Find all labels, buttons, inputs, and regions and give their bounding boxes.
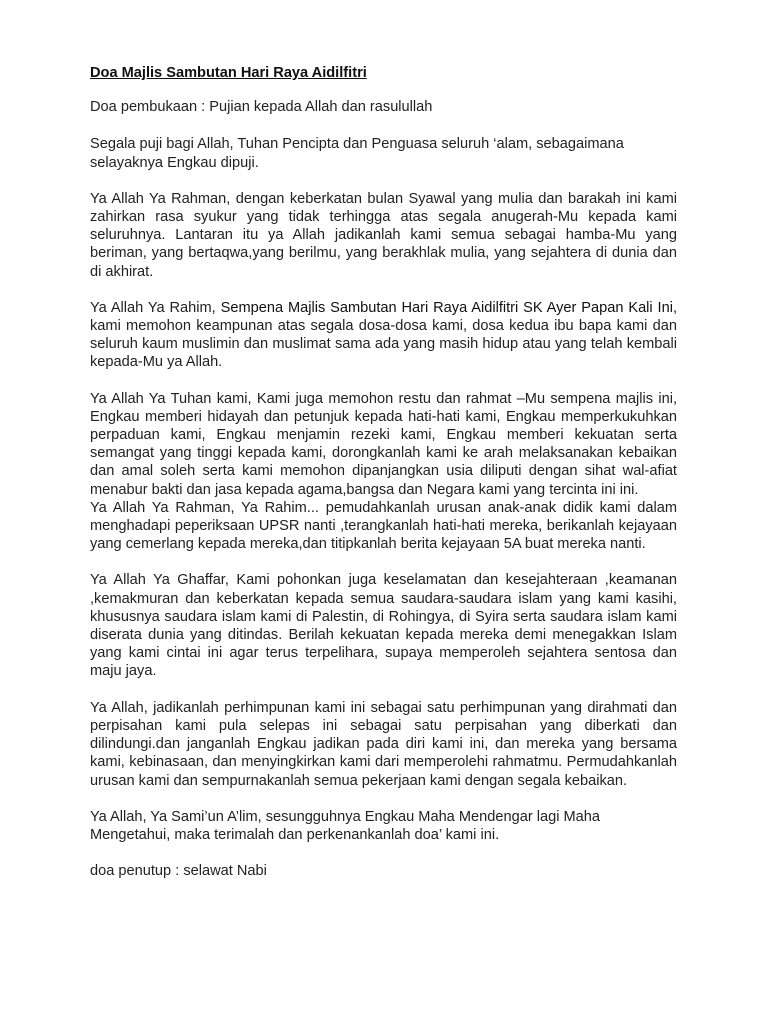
document-title: Doa Majlis Sambutan Hari Raya Aidilfitri bbox=[90, 65, 367, 81]
paragraph-ya-rahim-start: Ya Allah Ya Rahim, bbox=[90, 299, 221, 316]
paragraph-praise: Segala puji bagi Allah, Tuhan Pencipta dan Penguasa seluruh ‘alam, sebagaimana selayaknya Engkau dipuji. bbox=[90, 136, 624, 171]
paragraph-ya-rahim bbox=[90, 299, 677, 372]
document-page bbox=[90, 64, 677, 880]
paragraph-ya-tuhan: Ya Allah Ya Tuhan kami, Kami juga memohon restu dan rahmat –Mu sempena majlis ini, Engkau memberi hidayah dan petunjuk kepada hati-hati kami, Engkau memperkukuhkan perpaduan kami, Engkau menjamin rezeki kami, Engkau memberi kekuatan serta semangat yang tinggi kepada kami, dorongkanlah kami ke arah melaksanakan kebaikan dan amal soleh serta kami memohon dipanjangkan usia diliputi dengan sihat wal-afiat menabur bakti dan jasa kepada agama,bangsa dan Negara kami yang tercinta ini ini. bbox=[90, 390, 677, 498]
event-name-highlight: Sempena Majlis Sambutan Hari Raya Aidilfitri SK Ayer Papan Kali Ini bbox=[220, 299, 673, 316]
paragraph-upsr: Ya Allah Ya Rahman, Ya Rahim... pemudahkanlah urusan anak-anak didik kami dalam menghadapi peperiksaan UPSR nanti ,terangkanlah hati-hati mereka, berikanlah kejayaan yang cemerlang kepada mereka,dan titipkanlah berita kejayaan 5A buat mereka nanti. bbox=[90, 499, 677, 553]
paragraph-ya-rahman: Ya Allah Ya Rahman, dengan keberkatan bulan Syawal yang mulia dan barakah ini kami zahirkan rasa syukur yang tidak terhingga atas segala anugerah-Mu kepada kami seluruhnya. Lantaran itu ya Allah jadikanlah kami semua sebagai hamba-Mu yang beriman, yang bertaqwa,yang berilmu, yang berakhlak mulia, yang sejahtera di dunia dan di akhirat. bbox=[90, 190, 677, 280]
paragraph-samiun-alim: Ya Allah, Ya Sami’un A’lim, sesungguhnya Engkau Maha Mendengar lagi Maha Mengetahui, maka terimalah dan perkenankanlah doa’ kami ini. bbox=[90, 808, 601, 843]
paragraph-ya-rahim-end: , kami memohon keampunan atas segala dosa-dosa kami, dosa kedua ibu bapa kami dan seluruh kaum muslimin dan muslimat sama ada yang masih hidup atau yang telah kembali kepada-Mu ya Allah. bbox=[90, 299, 678, 371]
paragraph-ya-ghaffar: Ya Allah Ya Ghaffar, Kami pohonkan juga keselamatan dan kesejahteraan ,keamanan ,kemakmuran dan keberkatan kepada semua saudara-saudara islam yang kami kasihi, khususnya saudara islam kami di Palestin, di Rohingya, di Syira serta saudara islam kami diserata dunia yang ditindas. Berilah kekuatan kepada mereka demi menegakkan Islam yang kami cintai ini agar terus terpelihara, supaya memperoleh sejahtera sentosa dan maju jaya. bbox=[90, 572, 677, 680]
opening-line: Doa pembukaan : Pujian kepada Allah dan rasulullah bbox=[90, 99, 433, 116]
paragraph-perhimpunan: Ya Allah, jadikanlah perhimpunan kami ini sebagai satu perhimpunan yang dirahmati dan perpisahan kami pula selepas ini sebagai satu perpisahan yang diberkati dan dilindungi.dan janganlah Engkau jadikan pada diri kami ini, dan mereka yang bersama kami, kebinasaan, dan menyingkirkan kami dari memperolehi rahmatmu. Permudahkanlah urusan kami dan sempurnakanlah semua pekerjaan kami dengan segala kebaikan. bbox=[90, 699, 677, 789]
closing-line: doa penutup : selawat Nabi bbox=[90, 863, 267, 880]
